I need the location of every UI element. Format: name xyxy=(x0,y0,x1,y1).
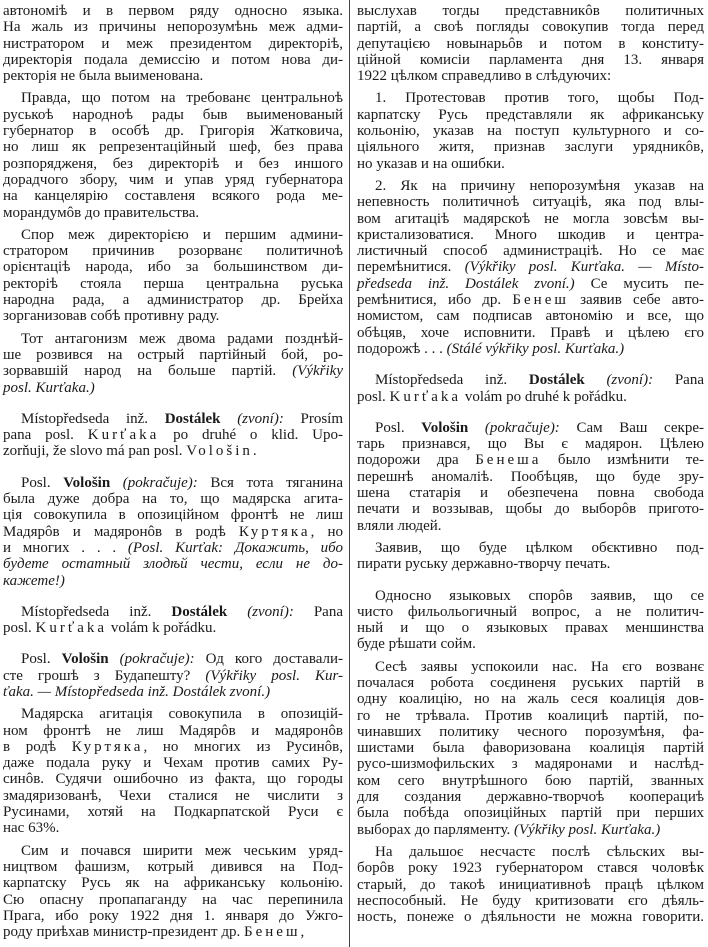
text-run: чинавших политику чесного порозумѣня, фа- xyxy=(357,723,704,740)
text-run: Posl. xyxy=(21,651,62,668)
speaker-name: Vološin xyxy=(61,651,109,668)
text-line xyxy=(3,475,343,491)
paragraph xyxy=(3,706,343,836)
text-line xyxy=(357,194,704,210)
spaced-name: Kurťaka xyxy=(389,388,462,405)
text-line xyxy=(3,892,343,908)
text-run: Мадярôв и мадяронôв в родѣ xyxy=(3,523,239,540)
text-run xyxy=(110,475,123,491)
text-run: posl. xyxy=(3,620,36,637)
paragraph xyxy=(3,843,343,941)
text-run: была побѣда опозиційных партій при перших xyxy=(357,805,704,822)
speech-paragraph xyxy=(3,411,343,460)
text-run: заявив себе авто- xyxy=(568,292,704,309)
text-line xyxy=(357,436,704,452)
text-run: кольонію, указав на поступ культурного и со- xyxy=(357,123,704,140)
speaker-name: Dostálek xyxy=(528,372,585,389)
text-run: ція совокупила в опозиційном фронтѣ не лиш xyxy=(3,507,343,524)
text-line xyxy=(357,3,704,19)
text-line xyxy=(357,540,704,556)
text-run: неспособный. Не буду критизовати єго дѣяль- xyxy=(357,892,704,909)
text-line xyxy=(357,556,704,572)
text-run: Правда, що потом на требованє центральноѣ xyxy=(21,90,343,107)
paragraph xyxy=(3,3,343,84)
text-run: ціяльного житя, признав заслуги урядникôв, xyxy=(357,139,704,156)
text-run: volám k pořádku. xyxy=(107,620,217,637)
text-run xyxy=(468,420,485,436)
paragraph xyxy=(3,227,343,325)
speaker-name: Vološin xyxy=(421,419,469,436)
text-line xyxy=(3,620,343,636)
speech-paragraph xyxy=(3,475,343,589)
text-line xyxy=(3,875,343,891)
text-run: выборах до парляменту. xyxy=(357,821,514,838)
text-run: Заявив, що буде цѣлком обєктивно под- xyxy=(375,539,704,556)
interjection-text: (Stálé výkřiky posl. Kurťaka.) xyxy=(446,340,625,357)
text-line xyxy=(3,771,343,787)
text-run: дорадчого збору, чим и упав уряд губернатора xyxy=(3,171,343,188)
speech-paragraph xyxy=(357,420,704,534)
column-divider xyxy=(349,0,350,947)
text-line xyxy=(357,708,704,724)
text-line xyxy=(3,507,343,523)
text-line xyxy=(357,773,704,789)
text-line xyxy=(357,659,704,675)
text-run: ше розвився на острый партійный бой, ро- xyxy=(3,346,343,363)
text-run xyxy=(585,372,607,388)
text-line xyxy=(3,292,343,308)
text-line xyxy=(3,276,343,292)
text-run xyxy=(109,651,120,667)
text-run: партій, а своѣ погляды совокупив тогда перед xyxy=(357,19,704,36)
text-line xyxy=(3,188,343,204)
text-run: змадяризованѣ, Чехи сталися не числити з xyxy=(3,787,343,804)
text-run: чисто фильольогичный вопрос, а не политич- xyxy=(357,603,704,620)
paragraph xyxy=(357,90,704,171)
text-line xyxy=(357,485,704,501)
text-line xyxy=(357,36,704,52)
spaced-name: Бенеша xyxy=(475,452,542,469)
text-run: пирати руську державно-творчу печать. xyxy=(357,556,611,573)
text-run: в родѣ xyxy=(3,738,72,755)
text-run: но лиш як репрезентаційный шеф, без права xyxy=(3,139,343,156)
text-run: Сим и почався ширити меж чеським уряд- xyxy=(21,842,343,859)
text-run: ность, понеже о дѣяльности не можна говорити. xyxy=(357,909,704,926)
text-line xyxy=(3,363,343,379)
left-column xyxy=(3,3,343,940)
text-line xyxy=(357,822,704,838)
text-run: pana posl. xyxy=(3,427,88,444)
text-run: zorňuji, že slovo má pan posl. xyxy=(3,443,187,460)
text-line xyxy=(3,684,343,700)
text-line xyxy=(357,420,704,436)
text-run: даже подала руку и Чехам против самих Ру- xyxy=(3,755,343,772)
text-line xyxy=(357,123,704,139)
text-run: карпатску Русь як на африканську кольонію. xyxy=(3,875,343,892)
text-line xyxy=(3,443,343,459)
speech-paragraph xyxy=(357,372,704,405)
interjection-text: (Výkřiky posl. Kur- xyxy=(205,667,344,684)
interjection-text: (zvoní): xyxy=(606,372,654,389)
text-run: сте грошѣ з Будапешту? xyxy=(3,667,206,684)
text-line xyxy=(3,427,343,443)
text-run: Сю опасну пропапаганду на час перепинила xyxy=(3,891,343,908)
text-line xyxy=(3,139,343,155)
text-line xyxy=(357,389,704,405)
text-run: Од кого доставали- xyxy=(194,651,343,668)
text-line xyxy=(357,19,704,35)
text-run: роду приѣхав министр-президент др. xyxy=(3,924,244,941)
text-run: , но многих из Русинôв, xyxy=(143,738,343,755)
text-line xyxy=(3,788,343,804)
text-line xyxy=(3,924,343,940)
text-line xyxy=(357,740,704,756)
spaced-name: Kurťaka xyxy=(35,620,108,637)
text-line xyxy=(3,172,343,188)
text-run: , xyxy=(300,924,305,941)
interjection-text: (Výkřiky xyxy=(292,363,343,380)
spaced-name: Куртяка xyxy=(71,738,144,755)
spaced-name: Kurťaka xyxy=(87,427,160,444)
text-run: . xyxy=(252,443,257,460)
interjection-text: (Posl. Kurťak: Докажить, ибо xyxy=(127,539,343,556)
text-run: автономіѣ и в первом ряду односно языка. xyxy=(3,3,343,19)
text-line xyxy=(3,540,343,556)
text-line xyxy=(3,739,343,755)
text-run: вом агитаціѣ мадярскоѣ не могла зовсѣм вы- xyxy=(357,210,704,227)
text-line xyxy=(357,90,704,106)
paragraph xyxy=(357,178,704,357)
text-run: Posl. xyxy=(21,474,64,491)
text-line xyxy=(3,556,343,572)
text-run: Сам Ваш секре- xyxy=(559,419,704,436)
text-line xyxy=(357,789,704,805)
text-run: борôв року 1923 губернатором стався чоловѣк xyxy=(357,860,704,877)
text-run: На дальшоє несчастє послѣ сѣльских вы- xyxy=(375,843,704,860)
text-line xyxy=(3,68,343,84)
text-line xyxy=(357,452,704,468)
text-line xyxy=(357,243,704,259)
text-run: директорія подала демиссію и потом нова ди- xyxy=(3,51,343,68)
text-run: розпорядженя, без директоріѣ и без иншого xyxy=(3,155,343,172)
text-line xyxy=(357,325,704,341)
text-run: po druhé o klid. Upo- xyxy=(159,427,343,444)
interjection-text: předseda inž. Dostálek zvoní.) xyxy=(357,275,575,292)
text-line xyxy=(357,636,704,652)
text-run: номистом, сам подписав автономію и все, що xyxy=(357,308,704,325)
speaker-name: Dostálek xyxy=(171,603,228,620)
text-run: На жаль из причины непорозумѣнь меж адми- xyxy=(3,19,343,36)
text-line xyxy=(3,668,343,684)
interjection-text: (pokračuje): xyxy=(484,419,560,436)
text-run: и многих . . . xyxy=(3,539,128,556)
text-line xyxy=(357,156,704,172)
text-run: карпатску Русь представляли як африканську xyxy=(357,106,704,123)
text-run: Односно языковых спорôв заявив, що се xyxy=(375,587,704,604)
text-run: на канцелярію составленя всякого рода ме- xyxy=(3,188,343,205)
text-run: морандумôв до правительства. xyxy=(3,204,200,221)
spaced-name: Куртяка xyxy=(238,523,311,540)
text-line xyxy=(357,292,704,308)
text-run: volám po druhé k pořádku. xyxy=(461,388,627,405)
text-run: вляли людей. xyxy=(357,517,442,534)
interjection-text: кажете!) xyxy=(3,572,65,589)
text-line xyxy=(3,308,343,324)
text-line xyxy=(357,341,704,357)
text-run: стратором причинив розорванє политичноѣ xyxy=(3,243,343,260)
paragraph xyxy=(357,844,704,925)
text-run: русо-шизмофильских з мадяронами и наслѣд- xyxy=(357,756,704,773)
interjection-text: ťaka. — Místopředseda inž. Dostálek zvoní.) xyxy=(3,683,271,700)
text-run: Спор меж директорією и першим админи- xyxy=(21,226,343,243)
text-line xyxy=(357,178,704,194)
text-line xyxy=(357,588,704,604)
text-line xyxy=(3,19,343,35)
text-line xyxy=(3,243,343,259)
interjection-text: (Výkřiky posl. Kurťaka.) xyxy=(514,821,661,838)
text-run: шистами была фаворизована коалиція партій xyxy=(357,740,704,757)
text-run: ректорія не была выименована. xyxy=(3,68,204,85)
text-run: Místopředseda inž. xyxy=(21,410,165,427)
text-line xyxy=(357,501,704,517)
text-run: 2. Як на причину непорозумѣня указав на xyxy=(375,177,704,194)
text-run: Místopředseda inž. xyxy=(21,603,172,620)
speech-paragraph xyxy=(357,588,704,653)
text-line xyxy=(357,844,704,860)
text-run: печати и воззывав, щобы до выборôв пригото- xyxy=(357,501,704,518)
text-line xyxy=(3,107,343,123)
text-line xyxy=(3,524,343,540)
text-line xyxy=(3,259,343,275)
text-run: руськоѣ народноѣ рады быв выименованый xyxy=(3,106,343,123)
text-line xyxy=(3,651,343,667)
text-line xyxy=(357,893,704,909)
text-run: синôв. Судячи ошибочно из факта, що городы xyxy=(3,771,343,788)
text-run: ком сего внутрѣшного бою партій, званных xyxy=(357,772,704,789)
text-run: Posl. xyxy=(375,419,422,436)
text-run: орієнтаціѣ народа, ибо за большинством ди- xyxy=(3,259,343,276)
text-run: была дуже добра на то, що мадярска агита- xyxy=(3,491,343,508)
text-run: Се мусить пе- xyxy=(574,275,704,292)
text-line xyxy=(357,68,704,84)
text-line xyxy=(357,724,704,740)
speaker-name: Dostálek xyxy=(164,410,221,427)
text-line xyxy=(3,411,343,427)
text-line xyxy=(357,372,704,388)
text-line xyxy=(3,380,343,396)
text-run: непевность политичноѣ ситуаціѣ, яка под влы- xyxy=(357,194,704,211)
text-run: выслухав тогды представникôв политичных xyxy=(357,3,704,19)
text-run: подорожѣ . . . xyxy=(357,340,447,357)
text-run: нистратором и меж президентом директоріѣ, xyxy=(3,35,343,52)
text-run: 1. Протестовав против того, щобы Под- xyxy=(375,90,704,107)
text-line xyxy=(357,469,704,485)
text-run: тарь признався, що Вы є мадярон. Цѣлею xyxy=(357,436,704,453)
text-line xyxy=(3,3,343,19)
text-line xyxy=(3,804,343,820)
text-line xyxy=(3,205,343,221)
text-line xyxy=(3,706,343,722)
interjection-text: posl. Kurťaka.) xyxy=(3,379,95,396)
text-line xyxy=(3,90,343,106)
text-line xyxy=(3,52,343,68)
text-line xyxy=(357,860,704,876)
text-line xyxy=(357,227,704,243)
text-run: обѣцяв, хоче исповнити. Правѣ и цѣлею єго xyxy=(357,324,704,341)
speech-paragraph xyxy=(3,651,343,700)
text-run: Místopředseda inž. xyxy=(375,372,529,389)
text-run: зорганизовав собѣ противну раду. xyxy=(3,308,220,325)
text-run: одну коалицію, но на жаль сеся коалиція дов- xyxy=(357,691,704,708)
text-line xyxy=(3,347,343,363)
text-run: народна рада, а администратор др. Брейха xyxy=(3,292,343,309)
text-run: Русинами, хотяй на Подкарпатской Руси є xyxy=(3,804,343,821)
text-line xyxy=(3,859,343,875)
text-line xyxy=(3,36,343,52)
text-run: но указав и на ошибки. xyxy=(357,155,505,172)
interjection-text: будете остатный злодѣй чести, если не до- xyxy=(3,556,343,573)
text-line xyxy=(3,820,343,836)
text-line xyxy=(3,908,343,924)
speech-paragraph xyxy=(3,604,343,637)
text-line xyxy=(357,691,704,707)
interjection-text: (pokračuje): xyxy=(122,474,198,491)
text-line xyxy=(357,259,704,275)
text-run: ный и що о языковых правах меншинства xyxy=(357,620,704,637)
text-run: перемѣнитися. xyxy=(357,259,465,276)
text-line xyxy=(357,52,704,68)
text-line xyxy=(357,139,704,155)
spaced-name: Бенеш xyxy=(243,924,301,941)
text-run: было измѣнити те- xyxy=(541,452,704,469)
text-line xyxy=(3,227,343,243)
interjection-text: (Výkřiky posl. Kurťaka. — Místo- xyxy=(464,259,704,276)
text-run: старый, до такоѣ инициативноѣ працѣ цѣлком xyxy=(357,876,704,893)
text-line xyxy=(3,843,343,859)
paragraph xyxy=(357,659,704,838)
paragraph xyxy=(3,331,343,396)
text-line xyxy=(3,755,343,771)
text-run: го не трѣвала. Против коалициѣ партій, по- xyxy=(357,707,704,724)
text-line xyxy=(357,518,704,534)
text-run: перешнѣ аномаліѣ. Пообѣцяв, що буде зру- xyxy=(357,468,704,485)
text-line xyxy=(3,156,343,172)
text-run: ційной комисіи парламента дня 13. января xyxy=(357,51,704,68)
interjection-text: (pokračuje): xyxy=(119,651,195,668)
text-run: ремѣнитися, ибо др. xyxy=(357,292,513,309)
spaced-name: Vološin xyxy=(186,443,253,460)
text-run: Pana xyxy=(293,603,343,620)
text-run: зорвавшій народ на больше партій. xyxy=(3,363,293,380)
text-run: для создания державно-творчоѣ кооперациѣ xyxy=(357,789,704,806)
text-line xyxy=(357,107,704,123)
text-run: шена статарія и обезпечена повна свобода xyxy=(357,485,704,502)
right-column xyxy=(357,3,704,925)
spaced-name: Бенеш xyxy=(512,292,569,309)
text-run: подорожи дра xyxy=(357,452,476,469)
paragraph xyxy=(357,540,704,573)
text-run: кристализоватися. Много шкодив и центра- xyxy=(357,226,704,243)
text-run xyxy=(227,604,247,620)
text-run: нас 63%. xyxy=(3,820,60,837)
text-line xyxy=(357,805,704,821)
text-run: 1922 цѣлком справедливо в слѣдуючих: xyxy=(357,68,612,85)
text-run: почалася робота соєдиненя руських партій в xyxy=(357,674,704,691)
text-run: Вся тота тяганина xyxy=(197,474,343,491)
interjection-text: (zvoní): xyxy=(237,410,284,427)
text-run: Pana xyxy=(653,372,704,389)
text-line xyxy=(357,308,704,324)
text-run: Прага, ибо року 1922 дня 1. января до Ужго- xyxy=(3,907,343,924)
text-run: , но xyxy=(310,523,343,540)
text-line xyxy=(3,491,343,507)
text-run: листичный способ администраціѣ. Но се має xyxy=(357,243,704,260)
text-line xyxy=(357,909,704,925)
paragraph xyxy=(3,90,343,220)
text-line xyxy=(357,620,704,636)
text-line xyxy=(357,604,704,620)
text-line xyxy=(357,877,704,893)
text-run: губернатор в особѣ др. Григорія Жатковича, xyxy=(3,123,343,140)
text-line xyxy=(357,756,704,772)
text-run: буде рѣшати сойм. xyxy=(357,636,476,653)
text-line xyxy=(357,276,704,292)
text-run: Тот антагонизм меж двома радами позднѣй- xyxy=(21,330,343,347)
text-run: ном фронтѣ не лиш Мадярôв и мадяронôв xyxy=(3,722,343,739)
text-run: posl. xyxy=(357,388,390,405)
text-line xyxy=(3,604,343,620)
interjection-text: (zvoní): xyxy=(247,603,294,620)
text-run: Мадярска агитація совокупила в опозицій- xyxy=(21,706,343,723)
text-run: ництвом фашизм, котрый дивився на Под- xyxy=(3,858,343,875)
text-run: депутацією новынарьôв и потом в конститу- xyxy=(357,35,704,52)
paragraph xyxy=(357,3,704,84)
text-line xyxy=(3,573,343,589)
speaker-name: Vološin xyxy=(63,474,111,491)
text-line xyxy=(357,211,704,227)
text-line xyxy=(357,675,704,691)
text-run: Сесѣ заявы успокоили нас. На єго возванє xyxy=(375,658,704,675)
text-line xyxy=(3,123,343,139)
text-line xyxy=(3,723,343,739)
text-run xyxy=(221,411,238,427)
text-line xyxy=(3,331,343,347)
text-run: ректоріѣ стояла перша центральна руська xyxy=(3,275,343,292)
text-run: Prosím xyxy=(283,410,344,427)
